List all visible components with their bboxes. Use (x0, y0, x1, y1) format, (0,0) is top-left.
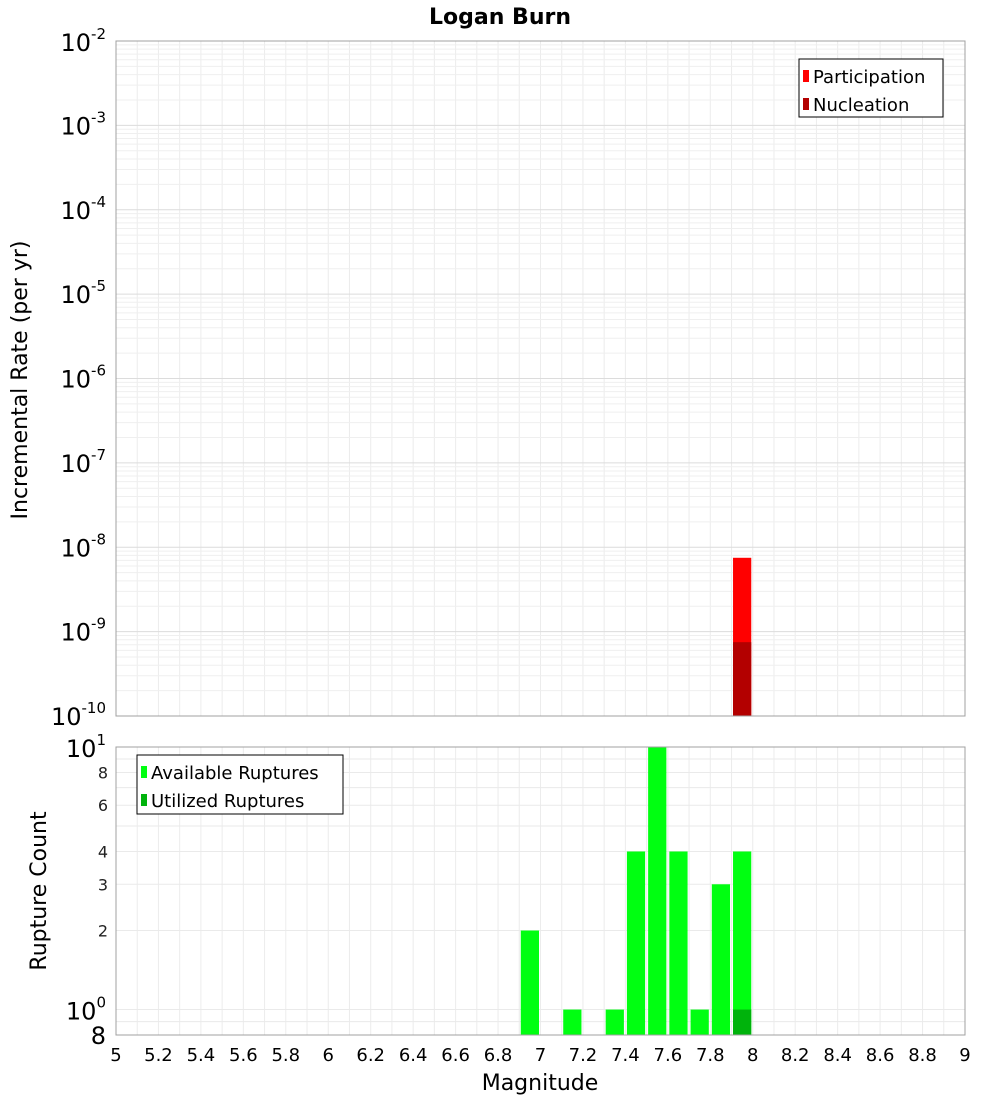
legend-label: Available Ruptures (151, 763, 319, 784)
bottom-y-minor-tick-label: 3 (97, 875, 108, 895)
x-tick-label: 5.6 (229, 1045, 258, 1066)
plot-layer (51, 25, 971, 1066)
top-y-tick-label: $10^{-6}$ (60, 361, 106, 394)
legend-label: Utilized Ruptures (151, 791, 305, 812)
x-tick-label: 7.2 (568, 1045, 598, 1066)
legend-swatch (141, 766, 147, 778)
x-tick-label: 6.4 (398, 1045, 428, 1066)
legend-label: Participation (813, 67, 926, 88)
available-ruptures-bar (563, 1010, 581, 1035)
x-tick-label: 6.6 (441, 1045, 470, 1066)
available-ruptures-bar (733, 851, 751, 1035)
bottom-y-min-tick-label: 8 (90, 1022, 106, 1050)
x-tick-label: 8.8 (908, 1045, 937, 1066)
x-tick-label: 5.2 (144, 1045, 173, 1066)
top-y-tick-label: $10^{-10}$ (50, 699, 106, 731)
legend-swatch (803, 98, 809, 110)
legend-swatch (803, 70, 809, 82)
legend-label: Nucleation (813, 95, 910, 116)
top-y-tick-label: $10^{-7}$ (60, 445, 106, 478)
available-ruptures-bar (669, 851, 687, 1035)
x-tick-label: 8.2 (780, 1045, 810, 1066)
top-legend (799, 59, 943, 117)
available-ruptures-bar (691, 1010, 709, 1035)
bottom-y-axis-label: Rupture Count (27, 811, 52, 971)
x-tick-label: 6 (322, 1045, 334, 1066)
x-tick-label: 9 (959, 1045, 971, 1066)
x-tick-label: 5 (110, 1045, 122, 1066)
x-tick-label: 8.6 (865, 1045, 895, 1066)
x-tick-label: 5.4 (186, 1045, 216, 1066)
chart-title: Logan Burn (429, 5, 571, 30)
nucleation-bar (733, 642, 751, 716)
x-tick-label: 7.6 (653, 1045, 683, 1066)
available-ruptures-bar (521, 931, 539, 1035)
utilized-ruptures-bar (733, 1010, 751, 1035)
top-y-tick-label: $10^{-3}$ (60, 108, 106, 141)
x-tick-label: 8 (747, 1045, 759, 1066)
x-tick-label: 7.8 (695, 1045, 725, 1066)
x-tick-label: 7 (534, 1045, 547, 1066)
legend-swatch (141, 794, 147, 806)
available-ruptures-bar (712, 884, 730, 1035)
bottom-y-major-tick-label: $10^0$ (65, 993, 106, 1026)
top-y-tick-label: $10^{-8}$ (60, 530, 106, 563)
x-tick-label: 7.4 (611, 1045, 640, 1066)
top-y-tick-label: $10^{-2}$ (60, 25, 106, 57)
x-tick-label: 8.4 (823, 1045, 852, 1066)
x-tick-label: 6.2 (356, 1045, 386, 1066)
x-tick-label: 5.8 (271, 1045, 301, 1066)
bottom-y-minor-tick-label: 4 (97, 842, 108, 862)
top-y-tick-label: $10^{-9}$ (60, 614, 106, 647)
bottom-legend (137, 755, 343, 814)
bottom-y-minor-tick-label: 8 (97, 763, 108, 783)
top-y-axis-label: Incremental Rate (per yr) (8, 240, 33, 520)
available-ruptures-bar (648, 747, 666, 1035)
bottom-y-major-tick-label: $10^1$ (65, 731, 106, 763)
x-tick-label: 6.8 (483, 1045, 513, 1066)
top-y-tick-label: $10^{-4}$ (60, 192, 106, 225)
x-axis-label: Magnitude (481, 1071, 599, 1096)
available-ruptures-bar (627, 851, 645, 1035)
bottom-y-minor-tick-label: 2 (97, 921, 108, 941)
bottom-y-minor-tick-label: 6 (97, 796, 108, 816)
available-ruptures-bar (606, 1010, 624, 1035)
top-y-tick-label: $10^{-5}$ (60, 277, 106, 310)
